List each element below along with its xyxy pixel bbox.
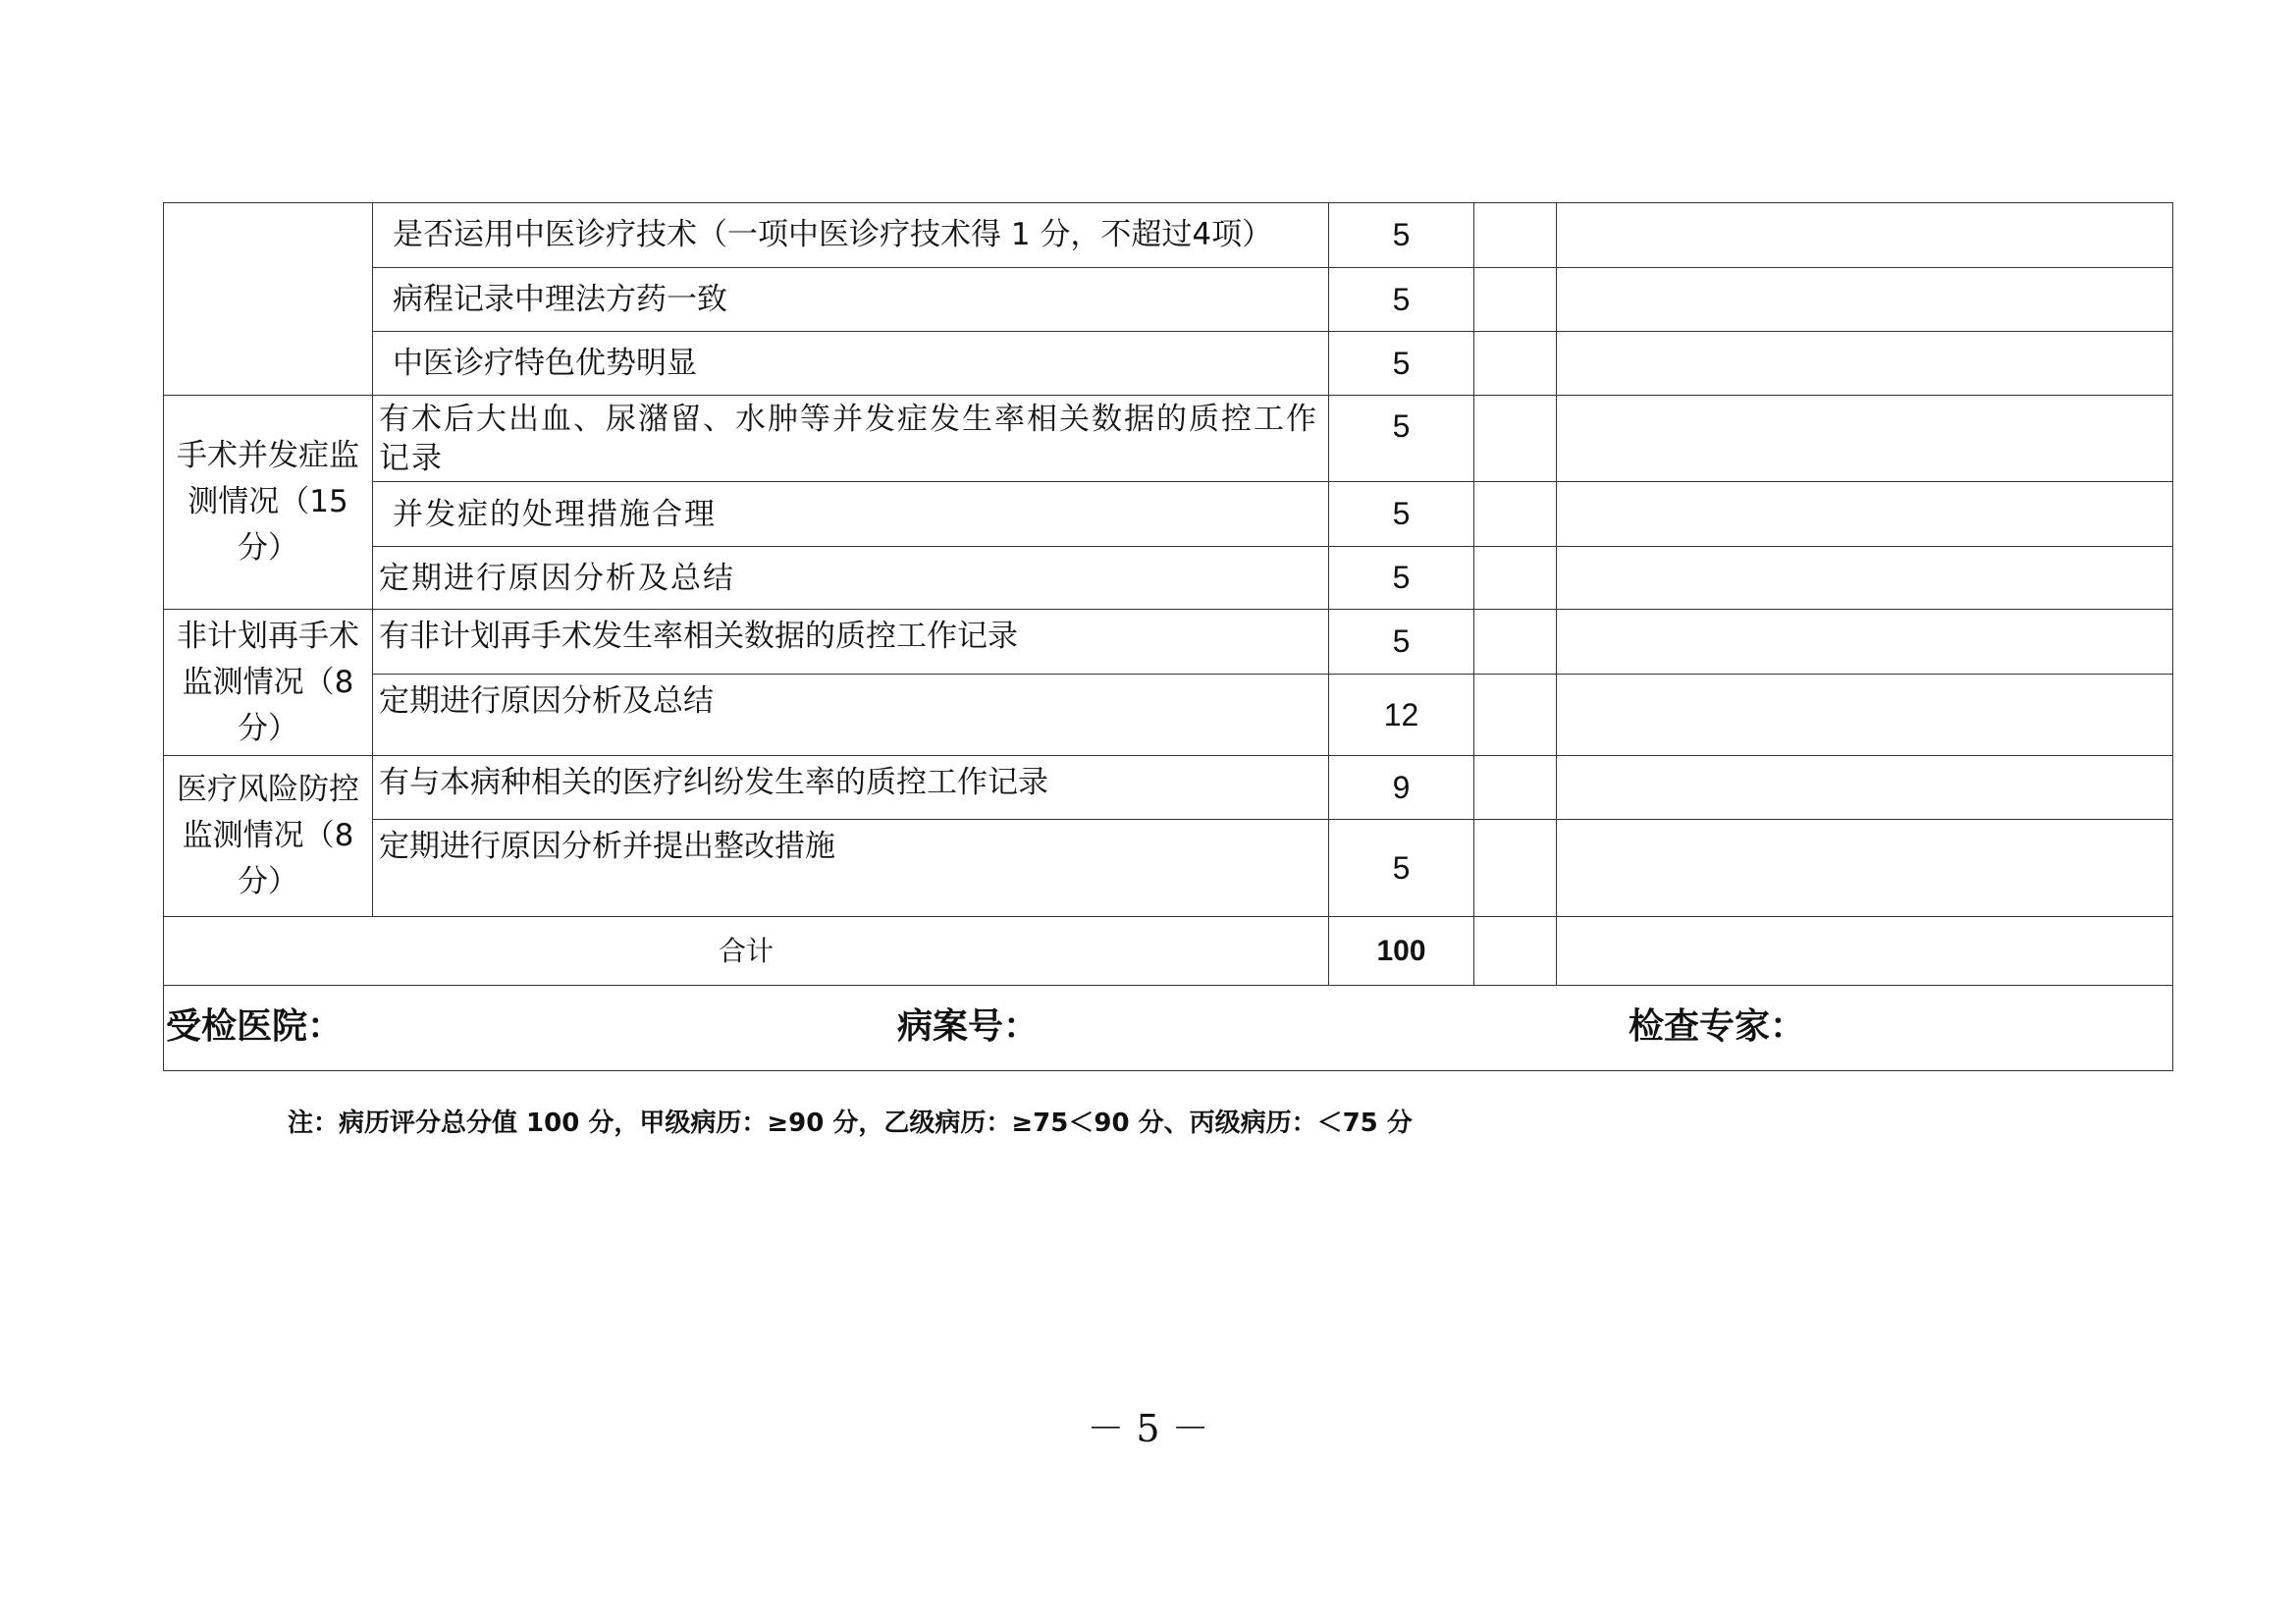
table-row xyxy=(164,332,2173,396)
table-row xyxy=(164,820,2173,917)
remark-cell xyxy=(1557,396,2173,482)
scoring-table xyxy=(163,202,2173,1071)
item-cell: 定期进行原因分析并提出整改措施 xyxy=(373,820,1329,917)
table-row xyxy=(164,756,2173,820)
total-value: 100 xyxy=(1329,917,1474,986)
deduction-cell xyxy=(1474,268,1557,332)
remark-cell xyxy=(1557,675,2173,756)
deduction-cell xyxy=(1474,547,1557,610)
remark-cell xyxy=(1557,610,2173,675)
total-label: 合计 xyxy=(164,917,1329,986)
deduction-cell xyxy=(1474,396,1557,482)
remark-cell xyxy=(1557,203,2173,268)
remark-cell xyxy=(1557,917,2173,986)
table-row xyxy=(164,610,2173,675)
deduction-cell xyxy=(1474,332,1557,396)
category-cell: 医疗风险防控监测情况（8分） xyxy=(164,756,373,917)
item-cell: 有与本病种相关的医疗纠纷发生率的质控工作记录 xyxy=(373,756,1329,820)
table-row xyxy=(164,482,2173,547)
deduction-cell xyxy=(1474,482,1557,547)
remark-cell xyxy=(1557,756,2173,820)
case-number-label: 病案号： xyxy=(897,1006,1040,1047)
score-cell: 5 xyxy=(1329,332,1474,396)
expert-label: 检查专家： xyxy=(1629,1006,1806,1047)
deduction-cell xyxy=(1474,756,1557,820)
page-number: － 5 － xyxy=(1087,1407,1209,1450)
remark-cell xyxy=(1557,332,2173,396)
item-cell: 是否运用中医诊疗技术（一项中医诊疗技术得 1 分，不超过4项） xyxy=(373,203,1329,268)
category-cell-empty xyxy=(164,203,373,396)
deduction-cell xyxy=(1474,917,1557,986)
table-row xyxy=(164,547,2173,610)
category-cell: 非计划再手术监测情况（8分） xyxy=(164,610,373,756)
deduction-cell xyxy=(1474,610,1557,675)
score-cell: 12 xyxy=(1329,675,1474,756)
item-cell: 并发症的处理措施合理 xyxy=(373,482,1329,547)
hospital-label: 受检医院： xyxy=(166,1006,344,1047)
remark-cell xyxy=(1557,268,2173,332)
grading-note: 注：病历评分总分值 100 分，甲级病历：≥90 分，乙级病历：≥75＜90 分、丙级病历：＜75 分 xyxy=(288,1109,1413,1138)
deduction-cell xyxy=(1474,675,1557,756)
score-cell: 5 xyxy=(1329,482,1474,547)
score-cell: 5 xyxy=(1329,396,1474,482)
item-cell: 定期进行原因分析及总结 xyxy=(373,675,1329,756)
score-cell: 5 xyxy=(1329,610,1474,675)
deduction-cell xyxy=(1474,203,1557,268)
table-row xyxy=(164,396,2173,482)
score-cell: 5 xyxy=(1329,268,1474,332)
table-row xyxy=(164,268,2173,332)
remark-cell xyxy=(1557,482,2173,547)
score-cell: 5 xyxy=(1329,820,1474,917)
category-cell: 手术并发症监测情况（15分） xyxy=(164,396,373,610)
item-cell: 中医诊疗特色优势明显 xyxy=(373,332,1329,396)
item-cell: 病程记录中理法方药一致 xyxy=(373,268,1329,332)
total-row xyxy=(164,917,2173,986)
score-cell: 9 xyxy=(1329,756,1474,820)
item-cell: 有术后大出血、尿潴留、水肿等并发症发生率相关数据的质控工作记录 xyxy=(373,396,1329,482)
remark-cell xyxy=(1557,547,2173,610)
deduction-cell xyxy=(1474,820,1557,917)
signature-cell xyxy=(164,986,2173,1071)
item-cell: 有非计划再手术发生率相关数据的质控工作记录 xyxy=(373,610,1329,675)
table-row xyxy=(164,675,2173,756)
score-cell: 5 xyxy=(1329,547,1474,610)
item-cell: 定期进行原因分析及总结 xyxy=(373,547,1329,610)
remark-cell xyxy=(1557,820,2173,917)
signature-row xyxy=(164,986,2173,1071)
table-row xyxy=(164,203,2173,268)
score-cell: 5 xyxy=(1329,203,1474,268)
